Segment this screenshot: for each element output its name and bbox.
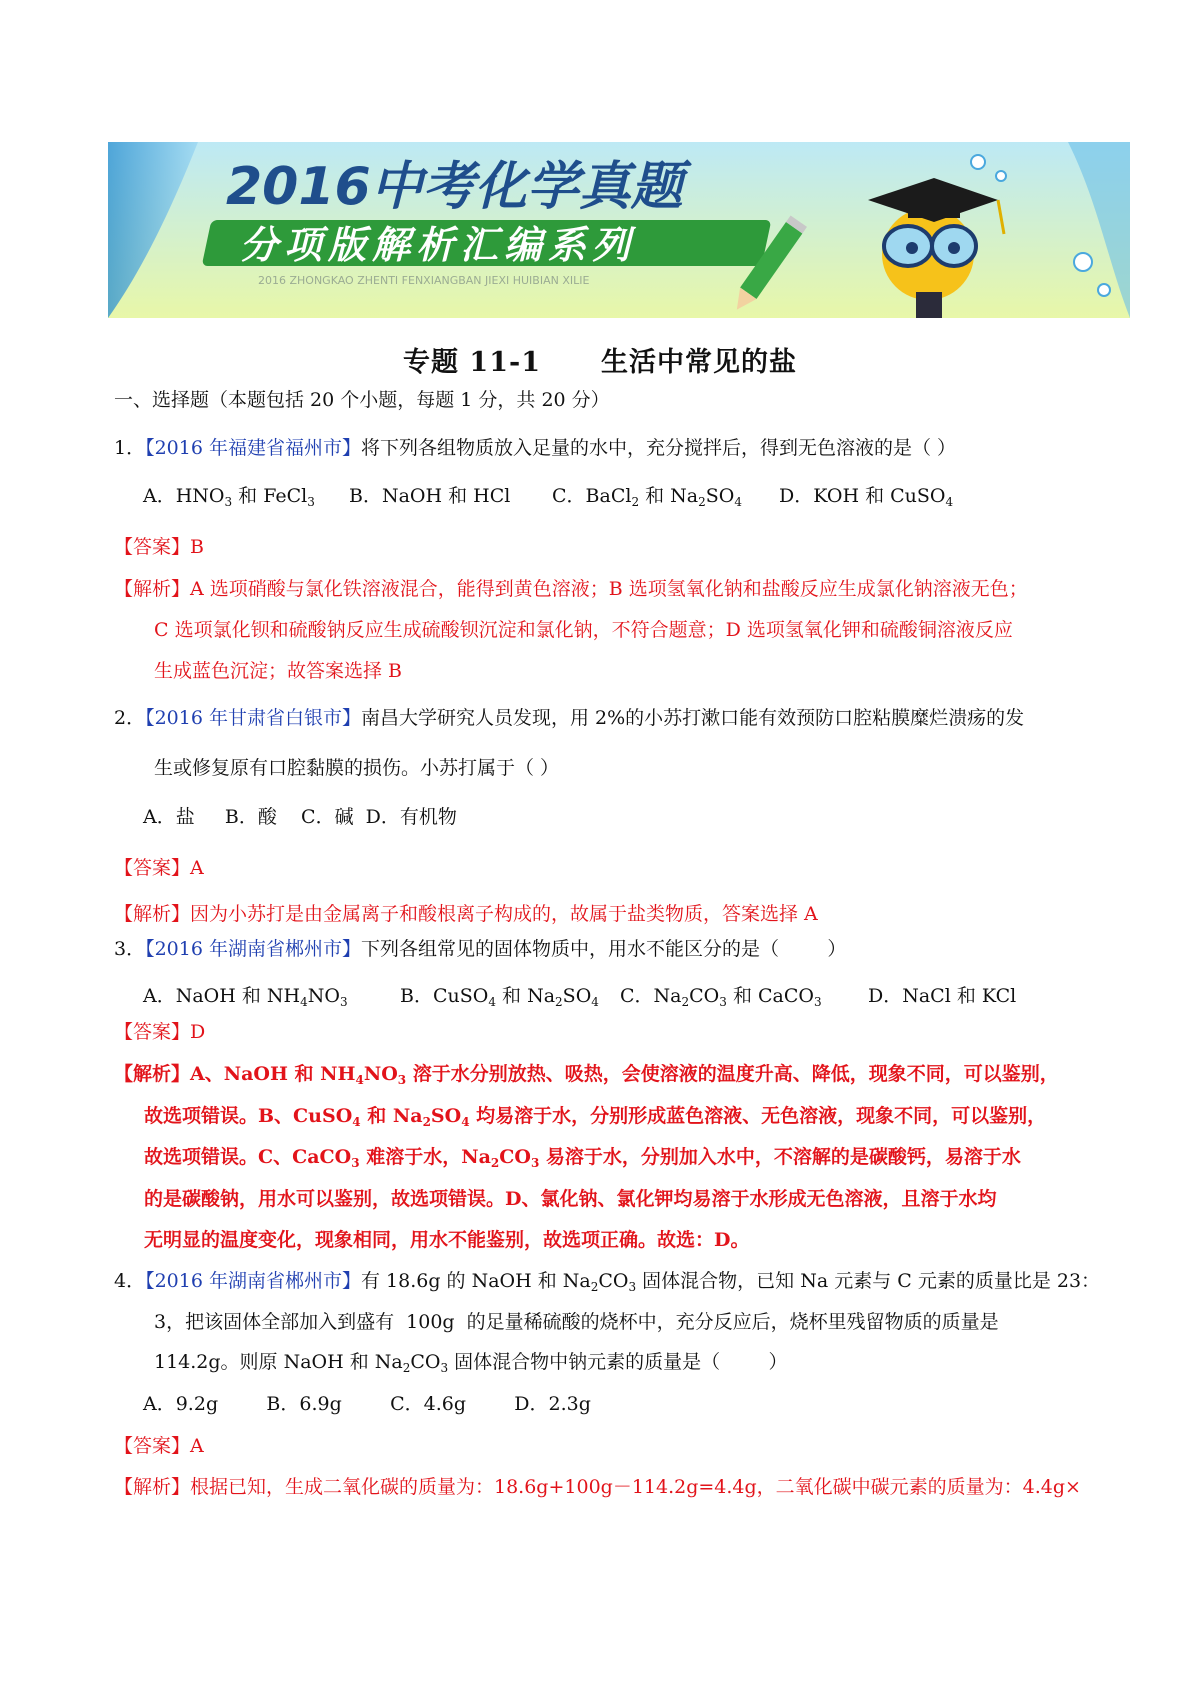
analysis-1-line-2: C 选项氯化钡和硫酸钠反应生成硫酸钡沉淀和氯化钠，不符合题意；D 选项氢氧化钾和硫酸铜溶液反应 xyxy=(154,619,1013,641)
option-a: A．NaOH 和 $NH_4NO_3$ xyxy=(143,985,348,1009)
option-a: A．$HNO_3$ 和 FeCl$_3$ xyxy=(143,485,315,509)
analysis-3-line-1: 【解析】A、NaOH 和 $NH_4NO_3$ 溶于水分别放热、吸热，会使溶液的温度升高、降低，现象不同，可以鉴别， xyxy=(114,1063,1059,1087)
title-name: 生活中常见的盐 xyxy=(600,347,797,378)
analysis-3-line-4: 的是碳酸钠，用水可以鉴别，故选项错误。D、氯化钠、氯化钾均易溶于水形成无色溶液，且溶于水均 xyxy=(144,1188,997,1210)
question-4-options: A．9.2g B．6.9g C．4.6g D．2.3g xyxy=(143,1393,591,1415)
answer-1: 【答案】B xyxy=(114,536,204,558)
analysis-2: 【解析】因为小苏打是由金属离子和酸根离子构成的，故属于盐类物质，答案选择 A xyxy=(114,903,818,925)
analysis-1-line-3: 生成蓝色沉淀；故答案选择 B xyxy=(154,660,403,682)
answer-3: 【答案】D xyxy=(114,1021,206,1043)
analysis-3-line-2: 故选项错误。B、CuSO$_4$ 和 $Na_2SO_4$ 均易溶于水，分别形成蓝色溶液、无色溶液，现象不同，可以鉴别， xyxy=(144,1105,1047,1129)
answer-2: 【答案】A xyxy=(114,857,204,879)
question-2-stem-cont: 生或修复原有口腔黏膜的损伤。小苏打属于（ ） xyxy=(154,757,560,779)
question-1-stem xyxy=(114,436,956,460)
question-4-stem: 4．【2016 年湖南省郴州市】有 18.6g 的 NaOH 和 $Na_2CO_3$ 固体混合物，已知 Na 元素与 C 元素的质量比是 23： xyxy=(114,1270,1101,1294)
question-4-stem-line-2: 3，把该固体全部加入到盛有 100g 的足量稀硫酸的烧杯中，充分反应后，烧杯里残留物质的质量是 xyxy=(154,1311,999,1333)
option-d: D．NaCl 和 KCl xyxy=(868,985,1017,1007)
analysis-3-line-3: 故选项错误。C、CaCO$_3$ 难溶于水，$Na_2CO_3$ 易溶于水，分别加入水中，不溶解的是碳酸钙，易溶于水 xyxy=(144,1146,1021,1170)
banner-pinyin: 2016 ZHONGKAO ZHENTI FENXIANGBAN JIEXI HUIBIAN XILIE xyxy=(258,274,590,287)
analysis-1-line-1: 【解析】A 选项硝酸与氯化铁溶液混合，能得到黄色溶液；B 选项氢氧化钠和盐酸反应生成氯化钠溶液无色； xyxy=(114,578,1028,600)
banner-graphic xyxy=(108,142,1130,318)
question-source: 【2016 年福建省福州市】 xyxy=(145,437,361,459)
option-c: C．BaCl$_2$ 和 $Na_2SO_4$ xyxy=(552,485,743,509)
banner-title: 2016中考化学真题 xyxy=(226,157,683,217)
title-code: 专题 11-1 xyxy=(403,347,541,378)
page-title xyxy=(0,340,1200,379)
question-3-stem: 3．【2016 年湖南省郴州市】下列各组常见的固体物质中，用水不能区分的是（ ） xyxy=(114,938,847,960)
question-2-stem: 2．【2016 年甘肃省白银市】南昌大学研究人员发现，用 2%的小苏打漱口能有效预防口腔粘膜糜烂溃疡的发 xyxy=(114,707,1025,729)
question-4-stem-line-3: 114.2g。则原 NaOH 和 $Na_2CO_3$ 固体混合物中钠元素的质量是（ ） xyxy=(154,1351,788,1375)
option-b: B．CuSO$_4$ 和 $Na_2SO_4$ xyxy=(400,985,599,1009)
question-1-options xyxy=(143,484,953,508)
question-source: 【2016 年湖南省郴州市】 xyxy=(145,938,361,960)
option-d: D．KOH 和 CuSO$_4$ xyxy=(779,485,954,509)
question-3-options xyxy=(143,984,1016,1008)
banner-subtitle: 分项版解析汇编系列 xyxy=(240,223,637,267)
analysis-4: 【解析】根据已知，生成二氧化碳的质量为：18.6g+100g－114.2g=4.4g，二氧化碳中碳元素的质量为：4.4g× xyxy=(114,1476,1081,1498)
analysis-3-line-5: 无明显的温度变化，现象相同，用水不能鉴别，故选项正确。故选：D。 xyxy=(144,1229,750,1251)
question-source: 【2016 年湖南省郴州市】 xyxy=(145,1270,361,1292)
question-2-options: A．盐 B．酸 C．碱 D．有机物 xyxy=(143,806,457,828)
question-text: 将下列各组物质放入足量的水中，充分搅拌后，得到无色溶液的是（ ） xyxy=(361,437,957,459)
header-banner xyxy=(108,142,1130,318)
option-b: B．NaOH 和 HCl xyxy=(349,485,511,507)
section-heading: 一、选择题（本题包括 20 个小题，每题 1 分，共 20 分） xyxy=(114,389,610,411)
question-number: 1． xyxy=(114,437,146,459)
option-c: C．$Na_2CO_3$ 和 CaCO$_3$ xyxy=(620,985,822,1009)
answer-4: 【答案】A xyxy=(114,1435,204,1457)
question-source: 【2016 年甘肃省白银市】 xyxy=(145,707,361,729)
